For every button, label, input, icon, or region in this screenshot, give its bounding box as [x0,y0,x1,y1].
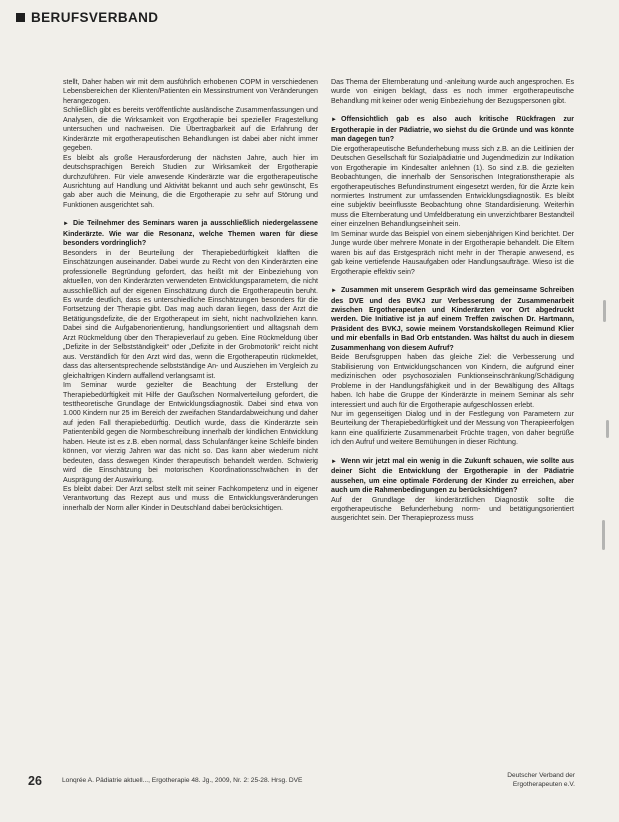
body-paragraph: Im Seminar wurde das Beispiel von einem siebenjährigen Kind berichtet. Der Junge wurde über mehrere Monate in der Ergotherapie behandelt. Die Eltern waren bis auf das Erstgespräch nicht mehr in der Therapie anwesend, es gab keine vertiefende Hausaufgaben oder Handlungsaufträge. Wieso ist die Ergotherapie effektiv sein? [331,229,574,276]
right-text-column [331,78,574,524]
body-paragraph: Im Seminar wurde gezielter die Beachtung der Erstellung der Therapiebedürftigkeit mit Hilfe der Gaußschen Normalverteilung gefordert, die testtheoretische Grundlage der Entwicklungsdiagnostik. Dabei sind etwa von 1.000 Kindern nur 25 im Bereich der zweifachen Standardabweichung und daher auf jeden Fall therapiebedürftig. Deutlich wurde, dass die Kinderärzte sein Patientenbild gegen die Normbeschreibung innerhalb der kindlichen Entwicklung haben. Heute ist es z.B. eben normal, dass Schulanfänger keine Schleife binden können, vor vierzig Jahren war das nicht so. Das kann aber wiederum nicht bedeuten, dass deswegen Kinder therapeutisch behandelt werden. Schwierig wird die Einschätzung bei motorischen Koordinationsschwächen in der Ausprägung der Auswirkung. [63,381,318,484]
publisher-block [507,772,575,789]
body-paragraph: Schließlich gibt es bereits veröffentlichte ausländische Zusammenfassungen und Analysen, die die Wirksamkeit von Ergotherapie bei spezieller Fragestellung untersuchen und nachweisen. Die Übertragbarkeit auf die Erfahrung der Kinderärzte mit ergotherapeutischen Behandlungen ist dabei aber nicht immer gegeben. [63,106,318,153]
body-paragraph: Es bleibt dabei: Der Arzt selbst stellt mit seiner Fachkompetenz und in eigener Verantwortung das Rezept aus und muss die Entwicklungsveränderungen innerhalb der Norm aller Kinder in Deutschland dabei berücksichtigen. [63,485,318,512]
section-title: BERUFSVERBAND [31,10,159,25]
scan-margin-mark [606,420,609,438]
body-paragraph: Auf der Grundlage der kinderärztlichen Diagnostik sollte die ergotherapeutische Befunderhebung norm- und betätigungsorientiert ausgerichtet sein. Der Therapieprozess muss [331,495,574,523]
body-paragraph: Es bleibt als große Herausforderung der nächsten Jahre, auch hier im deutschsprachigen Bereich Studien zur Wirksamkeit der Ergotherapie durchzuführen. Für viele anwesende Kinderärzte war die ergotherapeutische Ausrichtung auf Handlung und Aktivität bekannt und auch sehr gewünscht, Es gab aber auch die Meinung, die die Ergotherapie zu sehr auf Störung und Funktionen ausgerichtet sah. [63,153,318,209]
publisher-line-1: Deutscher Verband der [507,772,575,779]
scan-margin-mark [602,520,605,550]
body-paragraph: stellt, Daher haben wir mit dem ausführlich erhobenen COPM in verschiedenen Lebensbereichen der Klienten/Patienten ein Messinstrument von Veränderungen herangezogen. [63,78,318,105]
citation-line: Lonqrée A. Pädiatrie aktuell..., Ergotherapie 48. Jg., 2009, Nr. 2: 25-28. Hrsg. DVE [62,777,303,784]
left-text-column [63,78,318,513]
publisher-line-2: Ergotherapeuten e.V. [512,780,575,788]
body-paragraph: Die ergotherapeutische Befunderhebung muss sich z.B. an die Leitlinien der Deutschen Gesellschaft für Sozialpädiatrie und Jugendmedizin zur Indikation von Ergotherapie im Kindesalter anlehnen (1). So sind z.B. die gezielten Beobachtungen, die innerhalb der Sensorischen Integrationstherapie als ergotherapeutisches Befundinstrument eingesetzt werden, für die Ärzte kein normiertes Instrument zur umfassenden Entwicklungsdiagnostik. Es bleibt eine subjektiv beeinflusste Beobachtung ohne Standardisierung. Weiterhin muss die Elternberatung und Umfeldberatung ein unverzichtbarer Bestandteil einer einzelnen Behandlungseinheit sein. [331,144,574,229]
interview-question: ► Offensichtlich gab es also auch kritische Rückfragen zur Ergotherapie in der Pädiatrie, wo siehst du die Gründe und was könnte man dagegen tun? [331,115,574,144]
scan-margin-mark [603,300,606,322]
body-paragraph: Das Thema der Elternberatung und -anleitung wurde auch angesprochen. Es wurde von einigen beklagt, dass es noch immer ergotherapeutische Behandlung mit keiner oder wenig Einbeziehung der Bezugspersonen gibt. [331,78,574,105]
body-paragraph: Besonders in der Beurteilung der Therapiebedürftigkeit klafften die Einschätzungen auseinander. Dabei wurde zu Recht von den Kinderärzten eine professionelle Begründung gefordert, das heißt mit der Einbeziehung von aktuellen, von den Kinderärzten verwendeten Entwicklungsparametern, die nicht ausschließlich auf der eigenen Einschätzung durch die Ergotherapeutin beruht. Es wurde deutlich, dass es unterschiedliche Einschätzungen besonders für die Fortsetzung der Therapie gibt. Das mag auch daran liegen, dass der Arzt die Betätigungsdefizite, die der Ergotherapeut im sieht, nicht nachvollziehen kann. Dabei sind die Aufgabenorientierung, handlungsorientiert und alltagsnah dem Arzt Rückmeldung über den Therapieverlauf zu geben. Eine Rückmeldung über „Defizite in der Selbstständigkeit“ oder „Defizite in der Grobmotorik“ reicht nicht aus. Verständlich für den Arzt wird das, wenn die Ergotherapeutin rückmeldet, dass das altersentsprechende selbstständige An- und Ausziehen im Vergleich zu gleichaltrigen Kindern auffallend verlangsamt ist. [63,248,318,380]
interview-question: ► Wenn wir jetzt mal ein wenig in die Zukunft schauen, wie sollte aus deiner Sicht die Entwicklung der Ergotherapie in der Pädiatrie aussehen, um eine optimale Förderung der Kinder zu erreichen, aber auch um die Rahmenbedingungen zu berücksichtigen? [331,457,574,496]
body-paragraph: Nur im gegenseitigen Dialog und in der Festlegung von Parametern zur Beurteilung der Therapiebedürftigkeit und der Messung von Therapieerfolgen kann eine qualifizierte Zusammenarbeit Früchte tragen, von daher begrüße ich den Aufruf und weitere Bemühungen in dieser Richtung. [331,409,574,447]
body-paragraph: Beide Berufsgruppen haben das gleiche Ziel: die Verbesserung und Stabilisierung von Entwicklungschancen von Kindern, die aufgrund einer medizinischen oder psychosozialen Funktionseinschränkung/Schädigung Probleme in der Handlungsfähigkeit und in der Bewältigung des Alltags haben. Ich habe die Gruppe der Kinderärzte in meinem Seminar als sehr interessiert und auch für die Ergotherapie aufgeschlossen erlebt. [331,353,574,409]
section-marker-square [16,13,25,22]
page-header [16,10,158,25]
interview-question: ► Die Teilnehmer des Seminars waren ja ausschließlich niedergelassene Kinderärzte. Wie war die Resonanz, welche Themen waren für diese besonders vordringlich? [63,219,318,248]
page-number: 26 [28,774,42,788]
interview-question: ► Zusammen mit unserem Gespräch wird das gemeinsame Schreiben des DVE und des BVKJ zur Verbesserung der Zusammenarbeit zwischen Ergotherapeuten und Kinderärzten vor Ort abgedruckt werden. Die Initiative ist ja auf einem Treffen zwischen Dr. Hartmann, Präsident des BVKJ, sowie meinem Vorstandskollegen Reimund Klier und mir ebenfalls in Bad Orb entstanden. Was hältst du auch in diesem Zusammenhang von diesem Aufruf? [331,286,574,353]
